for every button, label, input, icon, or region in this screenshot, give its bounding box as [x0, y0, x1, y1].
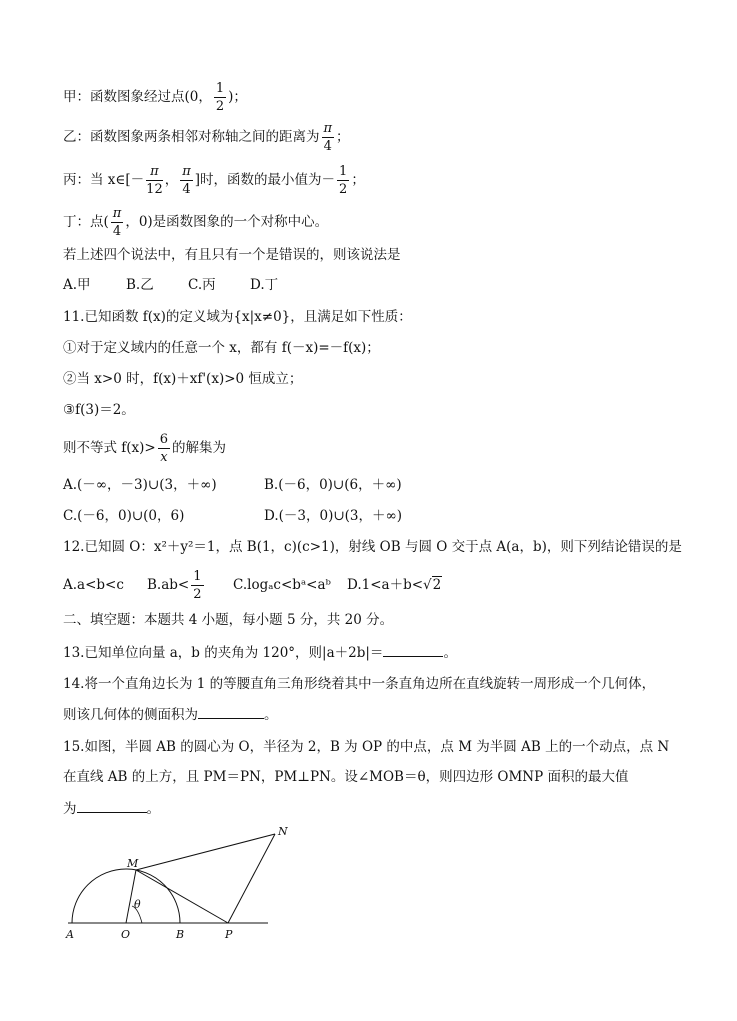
q12-option-c: C.logₐc<bᵃ<aᵇ: [233, 577, 331, 593]
q12-option-b: B.ab< $\frac{1}{2}$: [147, 569, 202, 602]
q15-line2: 在直线 AB 的上方，且 PM＝PN，PM⊥PN。设∠MOB＝θ，则四边形 OMNP 面积的最大值: [63, 769, 629, 785]
q12-option-d: D.1<a＋b<√2: [347, 577, 442, 593]
sqrt-symbol: √2: [423, 577, 442, 593]
statement-jia-text: 甲：函数图象经过点(0，: [63, 89, 212, 105]
section-heading-fill-in: 二、填空题：本题共 4 小题，每小题 5 分，共 20 分。: [63, 612, 394, 628]
statement-yi-text: 乙：函数图象两条相邻对称轴之间的距离为: [63, 129, 320, 145]
q12-options: [63, 570, 442, 601]
statement-bing: 丙：当 x∈[－ $\frac{\pi}{12}$ ， $\frac{\pi}{4}$ ]时，函数的最小值为－ $\frac{1}{2}$ ；: [63, 164, 365, 197]
q11-option-b: B.(－6，0)∪(6，＋∞): [264, 477, 402, 493]
q11-property-1: ①对于定义域内的任意一个 x，都有 f(－x)=－f(x)；: [63, 340, 380, 356]
q14-line2: 则该几何体的侧面积为 。: [63, 704, 278, 725]
label-o: O: [121, 928, 131, 941]
statement-jia: 甲：函数图象经过点(0， $\frac{1}{2}$ )；: [63, 81, 247, 114]
q12-option-a: A.a<b<c: [63, 577, 124, 593]
segment-pn: [228, 834, 275, 923]
q11-option-d: D.(－3，0)∪(3，＋∞): [264, 508, 403, 524]
answer-blank-q14[interactable]: [198, 704, 264, 719]
q15-line3: 为 。: [63, 798, 160, 819]
q13: 13.已知单位向量 a，b 的夹角为 120°，则|a＋2b|＝ 。: [63, 642, 457, 663]
segment-mp: [136, 870, 228, 923]
fraction-pi-over-4: $\frac{\pi}{4}$: [112, 206, 122, 239]
label-n: N: [278, 825, 288, 838]
statement-yi: 乙：函数图象两条相邻对称轴之间的距离为 $\frac{\pi}{4}$ ；: [63, 121, 350, 154]
q11-option-a: A.(－∞，－3)∪(3，＋∞): [63, 477, 217, 493]
q11-inequality: 则不等式 f(x)> $\frac{6}{x}$ 的解集为: [63, 432, 227, 465]
q11-option-c: C.(－6，0)∪(0，6): [63, 508, 185, 524]
q11-options-row2: [63, 506, 402, 526]
fraction-6-over-x: $\frac{6}{x}$: [159, 432, 169, 465]
label-b: B: [176, 928, 185, 941]
label-a: A: [66, 928, 74, 941]
answer-blank-q15[interactable]: [77, 798, 147, 813]
fraction-one-half: $\frac{1}{2}$: [193, 569, 202, 602]
segment-om: [126, 870, 136, 923]
option-d: D.丁: [250, 277, 279, 293]
segment-mn: [136, 834, 275, 870]
q15-line1: 15.如图，半圆 AB 的圆心为 O，半径为 2，B 为 OP 的中点，点 M 为半圆 AB 上的一个动点，点 N: [63, 739, 670, 755]
q11-property-2: ②当 x>0 时，f(x)＋xf'(x)>0 恒成立；: [63, 371, 303, 387]
geometry-figure: [62, 822, 288, 944]
fraction-pi-over-12: $\frac{\pi}{12}$: [146, 164, 163, 197]
label-p: P: [225, 928, 233, 941]
q12-stem: 12.已知圆 O：x²＋y²＝1，点 B(1，c)(c>1)，射线 OB 与圆 O 交于点 A(a，b)，则下列结论错误的是: [63, 539, 682, 555]
fraction-one-half: $\frac{1}{2}$: [215, 81, 225, 114]
semicircle-ab: [72, 869, 180, 923]
q11-options-row1: [63, 475, 402, 495]
question-text: 若上述四个说法中，有且只有一个是错误的，则该说法是: [63, 247, 401, 263]
q14-line1: 14.将一个直角边长为 1 的等腰直角三角形绕着其中一条直角边所在直线旋转一周形成一个几何体，: [63, 676, 656, 692]
option-a: A.甲: [63, 277, 91, 293]
answer-blank-q13[interactable]: [383, 642, 443, 657]
option-c: C.丙: [188, 277, 216, 293]
fraction-one-half: $\frac{1}{2}$: [339, 164, 348, 197]
label-theta: θ: [134, 898, 141, 911]
options-q10: [63, 275, 278, 295]
option-b: B.乙: [126, 277, 154, 293]
q11-property-3: ③f(3)＝2。: [63, 402, 135, 418]
statement-ding: 丁：点( $\frac{\pi}{4}$ ，0)是函数图象的一个对称中心。: [63, 206, 329, 239]
fraction-pi-over-4: $\frac{\pi}{4}$: [182, 164, 191, 197]
fraction-pi-over-4: $\frac{\pi}{4}$: [323, 121, 333, 154]
label-m: M: [127, 857, 139, 870]
q11-stem: 11.已知函数 f(x)的定义域为{x|x≠0}，且满足如下性质：: [63, 309, 412, 325]
